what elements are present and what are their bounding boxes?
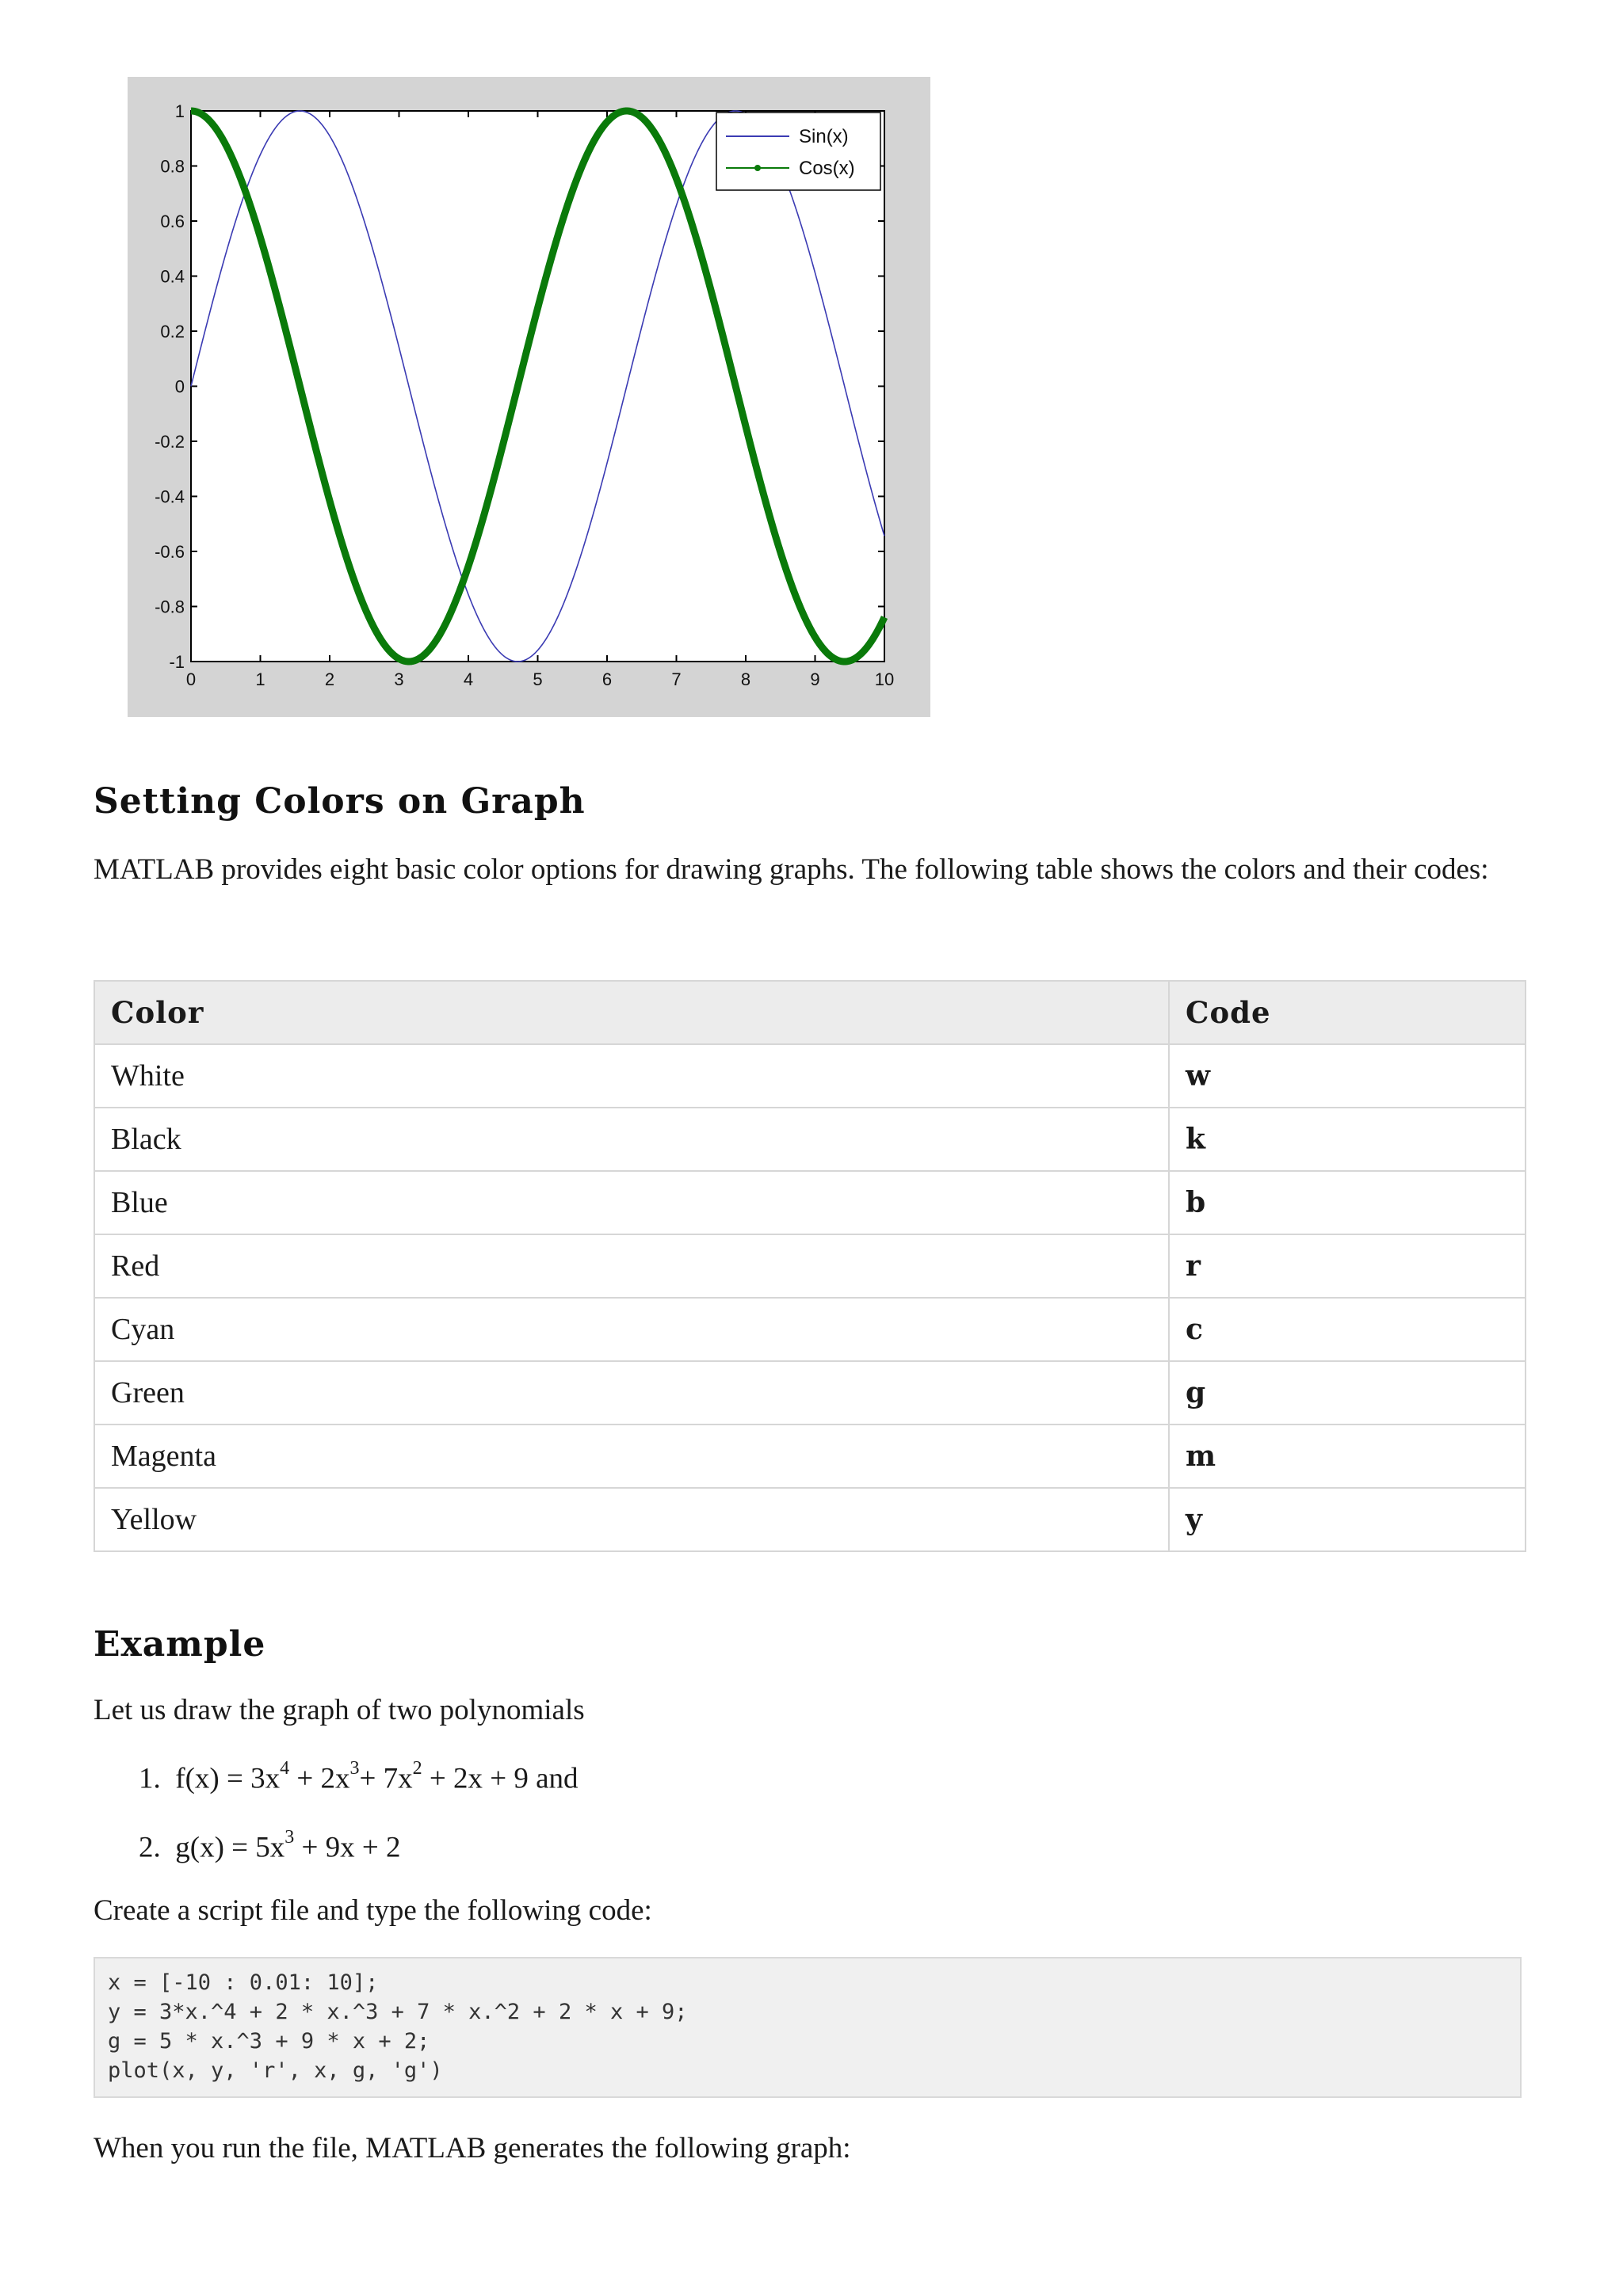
code-cell: r xyxy=(1169,1234,1526,1298)
poly-text: f(x) = 3x xyxy=(175,1762,281,1795)
x-tick-label: 4 xyxy=(463,669,474,689)
code-cell: k xyxy=(1169,1108,1526,1171)
table-row xyxy=(94,1044,1526,1108)
example-intro: Let us draw the graph of two polynomials xyxy=(94,1694,585,1726)
y-tick-label: -0.8 xyxy=(155,597,185,617)
section-heading-colors: Setting Colors on Graph xyxy=(94,781,586,822)
table-row xyxy=(94,1298,1526,1361)
poly-text: g(x) = 5x xyxy=(175,1831,285,1864)
header-color: Color xyxy=(94,981,1169,1044)
y-tick-label: -0.6 xyxy=(155,542,185,562)
x-tick-label: 2 xyxy=(324,669,335,689)
code-cell: w xyxy=(1169,1044,1526,1108)
list-number: 1. xyxy=(139,1762,161,1795)
exponent: 2 xyxy=(412,1758,422,1779)
x-tick-label: 8 xyxy=(740,669,751,689)
y-tick-label: -0.4 xyxy=(155,486,185,507)
color-cell: Black xyxy=(94,1108,1169,1171)
x-tick-label: 0 xyxy=(185,669,197,689)
table-header-row xyxy=(94,981,1526,1044)
color-code-table xyxy=(94,980,1526,1552)
x-tick-label: 1 xyxy=(255,669,265,689)
list-item xyxy=(139,1758,579,1795)
poly-text: + 7x xyxy=(359,1762,413,1795)
color-cell: Cyan xyxy=(94,1298,1169,1361)
plot-area xyxy=(191,111,884,662)
code-cell: g xyxy=(1169,1361,1526,1425)
script-intro: Create a script file and type the following code: xyxy=(94,1894,652,1927)
header-code: Code xyxy=(1169,981,1526,1044)
code-cell: m xyxy=(1169,1425,1526,1488)
table-row xyxy=(94,1234,1526,1298)
colors-intro: MATLAB provides eight basic color options for drawing graphs. The following table shows the colors and their codes: xyxy=(94,853,1489,886)
y-tick-label: 0.2 xyxy=(160,322,185,341)
color-cell: White xyxy=(94,1044,1169,1108)
poly-text: + 2x xyxy=(289,1762,350,1795)
legend-label: Cos(x) xyxy=(799,158,855,179)
y-tick-label: -0.2 xyxy=(155,432,185,452)
code-cell: b xyxy=(1169,1171,1526,1234)
x-tick-label: 6 xyxy=(601,669,613,689)
table-row xyxy=(94,1488,1526,1551)
color-cell: Yellow xyxy=(94,1488,1169,1551)
code-line: plot(x, y, 'r', x, g, 'g') xyxy=(108,2058,443,2083)
exponent: 3 xyxy=(349,1758,360,1779)
poly-text: + 9x + 2 xyxy=(294,1831,401,1864)
x-tick-label: 9 xyxy=(810,669,820,689)
code-line: x = [-10 : 0.01: 10]; xyxy=(108,1970,379,1995)
y-tick-label: 1 xyxy=(174,101,185,121)
x-tick-label: 5 xyxy=(533,669,543,689)
chart-svg xyxy=(128,77,930,717)
x-tick-label: 10 xyxy=(874,669,895,689)
exponent: 4 xyxy=(280,1758,290,1779)
section-heading-example: Example xyxy=(94,1624,266,1665)
color-cell: Blue xyxy=(94,1171,1169,1234)
y-tick-label: -1 xyxy=(169,652,185,672)
y-tick-label: 0.6 xyxy=(160,212,185,231)
table-row xyxy=(94,1361,1526,1425)
color-cell: Green xyxy=(94,1361,1169,1425)
code-cell: y xyxy=(1169,1488,1526,1551)
color-cell: Red xyxy=(94,1234,1169,1298)
code-cell: c xyxy=(1169,1298,1526,1361)
legend-marker xyxy=(754,165,761,171)
poly-text: + 2x + 9 and xyxy=(422,1762,579,1795)
legend-label: Sin(x) xyxy=(799,126,849,147)
y-tick-label: 0 xyxy=(174,376,185,397)
x-tick-label: 3 xyxy=(394,669,404,689)
code-block xyxy=(94,1957,1522,2098)
color-cell: Magenta xyxy=(94,1425,1169,1488)
list-number: 2. xyxy=(139,1831,161,1864)
table-row xyxy=(94,1171,1526,1234)
table-row xyxy=(94,1425,1526,1488)
exponent: 3 xyxy=(285,1827,295,1848)
table-row xyxy=(94,1108,1526,1171)
sin-cos-chart xyxy=(128,77,930,717)
outro-text: When you run the file, MATLAB generates the following graph: xyxy=(94,2132,851,2164)
list-item xyxy=(139,1827,401,1864)
code-line: y = 3*x.^4 + 2 * x.^3 + 7 * x.^2 + 2 * x + 9; xyxy=(108,2000,688,2024)
code-line: g = 5 * x.^3 + 9 * x + 2; xyxy=(108,2029,430,2054)
y-tick-label: 0.4 xyxy=(160,266,185,287)
y-tick-label: 0.8 xyxy=(160,156,185,177)
x-tick-label: 7 xyxy=(671,669,682,689)
